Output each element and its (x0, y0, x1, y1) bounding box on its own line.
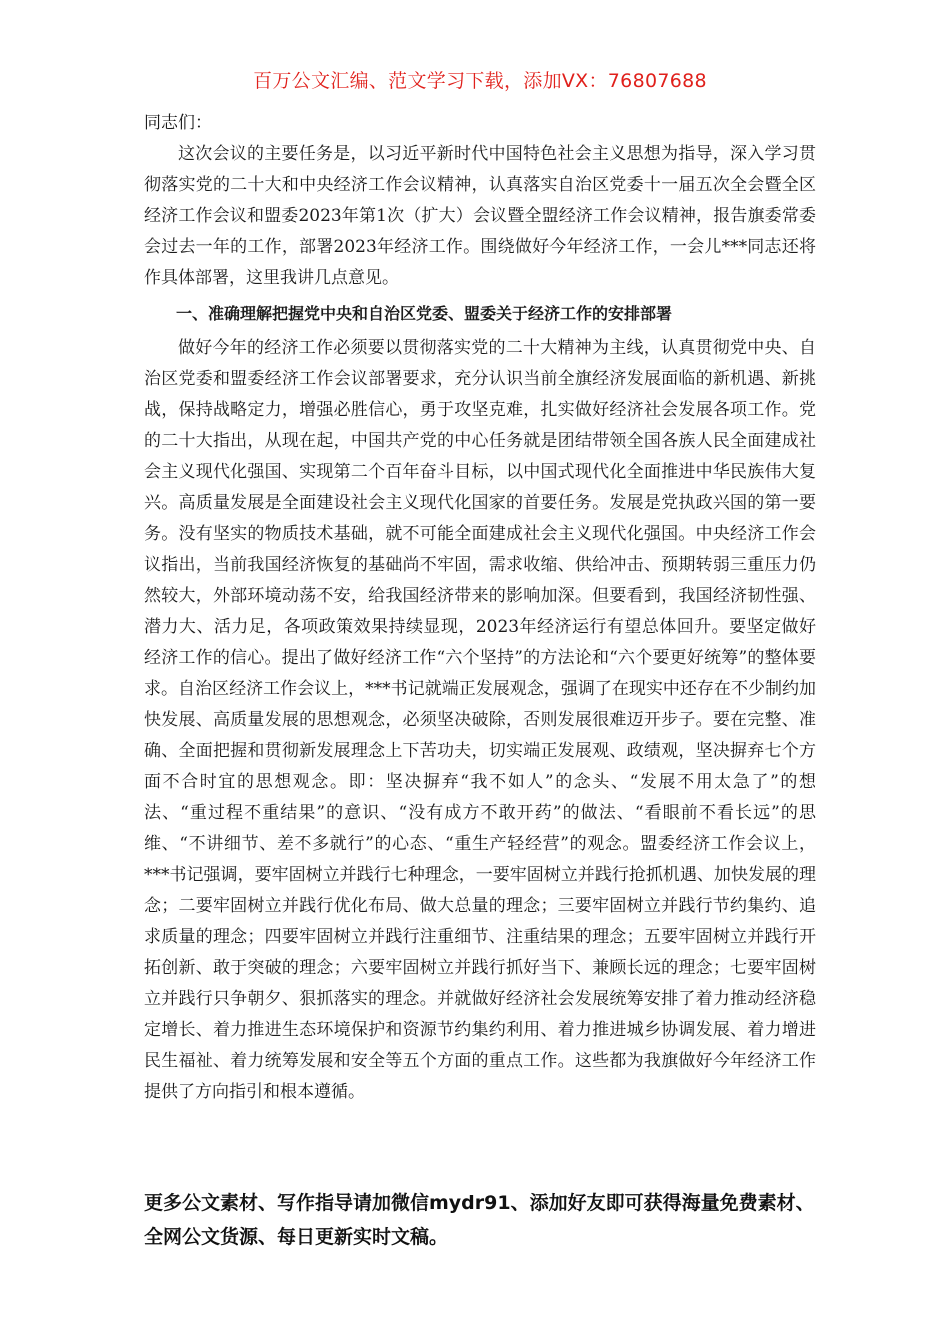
salutation: 同志们： (144, 113, 212, 133)
section-body-paragraph: 做好今年的经济工作必须要以贯彻落实党的二十大精神为主线，认真贯彻党中央、自治区党委和盟委经济工作会议部署要求，充分认识当前全旗经济发展面临的新机遇、新挑战，保持战略定力，增强必胜信心，勇于攻坚克难，扎实做好经济社会发展各项工作。党的二十大指出，从现在起，中国共产党的中心任务就是团结带领全国各族人民全面建成社会主义现代化强国、实现第二个百年奋斗目标，以中国式现代化全面推进中华民族伟大复兴。高质量发展是全面建设社会主义现代化国家的首要任务。发展是党执政兴国的第一要务。没有坚实的物质技术基础，就不可能全面建成社会主义现代化强国。中央经济工作会议指出，当前我国经济恢复的基础尚不牢固，需求收缩、供给冲击、预期转弱三重压力仍然较大，外部环境动荡不安，给我国经济带来的影响加深。但要看到，我国经济韧性强、潜力大、活力足，各项政策效果持续显现，2023年经济运行有望总体回升。要坚定做好经济工作的信心。提出了做好经济工作“六个坚持”的方法论和“六个要更好统筹”的整体要求。自治区经济工作会议上，***书记就端正发展观念，强调了在现实中还存在不少制约加快发展、高质量发展的思想观念，必须坚决破除，否则发展很难迈开步子。要在完整、准确、全面把握和贯彻新发展理念上下苦功夫，切实端正发展观、政绩观，坚决摒弃七个方面不合时宜的思想观念。即：坚决摒弃“我不如人”的念头、“发展不用太急了”的想法、“重过程不重结果”的意识、“没有成方不敢开药”的做法、“看眼前不看长远”的思维、“不讲细节、差不多就行”的心态、“重生产轻经营”的观念。盟委经济工作会议上，***书记强调，要牢固树立并践行七种理念，一要牢固树立并践行抢抓机遇、加快发展的理念；二要牢固树立并践行优化布局、做大总量的理念；三要牢固树立并践行节约集约、追求质量的理念；四要牢固树立并践行注重细节、注重结果的理念；五要牢固树立并践行开拓创新、敢于突破的理念；六要牢固树立并践行抓好当下、兼顾长远的理念；七要牢固树立并践行只争朝夕、狠抓落实的理念。并就做好经济社会发展统筹安排了着力推动经济稳定增长、着力推进生态环境保护和资源节约集约利用、着力推进城乡协调发展、着力增进民生福祉、着力统筹发展和安全等五个方面的重点工作。这些都为我旗做好今年经济工作提供了方向指引和根本遵循。 (144, 338, 816, 1102)
document-page (144, 64, 816, 1108)
section-heading: 一、准确理解把握党中央和自治区党委、盟委关于经济工作的安排部署 (176, 304, 673, 323)
intro-paragraph: 这次会议的主要任务是，以习近平新时代中国特色社会主义思想为指导，深入学习贯彻落实党的二十大和中央经济工作会议精神，认真落实自治区党委十一届五次全会暨全区经济工作会议和盟委2023年第1次（扩大）会议暨全盟经济工作会议精神，报告旗委常委会过去一年的工作，部署2023年经济工作。围绕做好今年经济工作，一会儿***同志还将作具体部署，这里我讲几点意见。 (144, 144, 816, 288)
header-banner: 百万公文汇编、范文学习下载，添加VX：76807688 (253, 70, 707, 92)
promo-footer: 更多公文素材、写作指导请加微信mydr91、添加好友即可获得海量免费素材、全网公文货源、每日更新实时文稿。 (144, 1192, 815, 1248)
